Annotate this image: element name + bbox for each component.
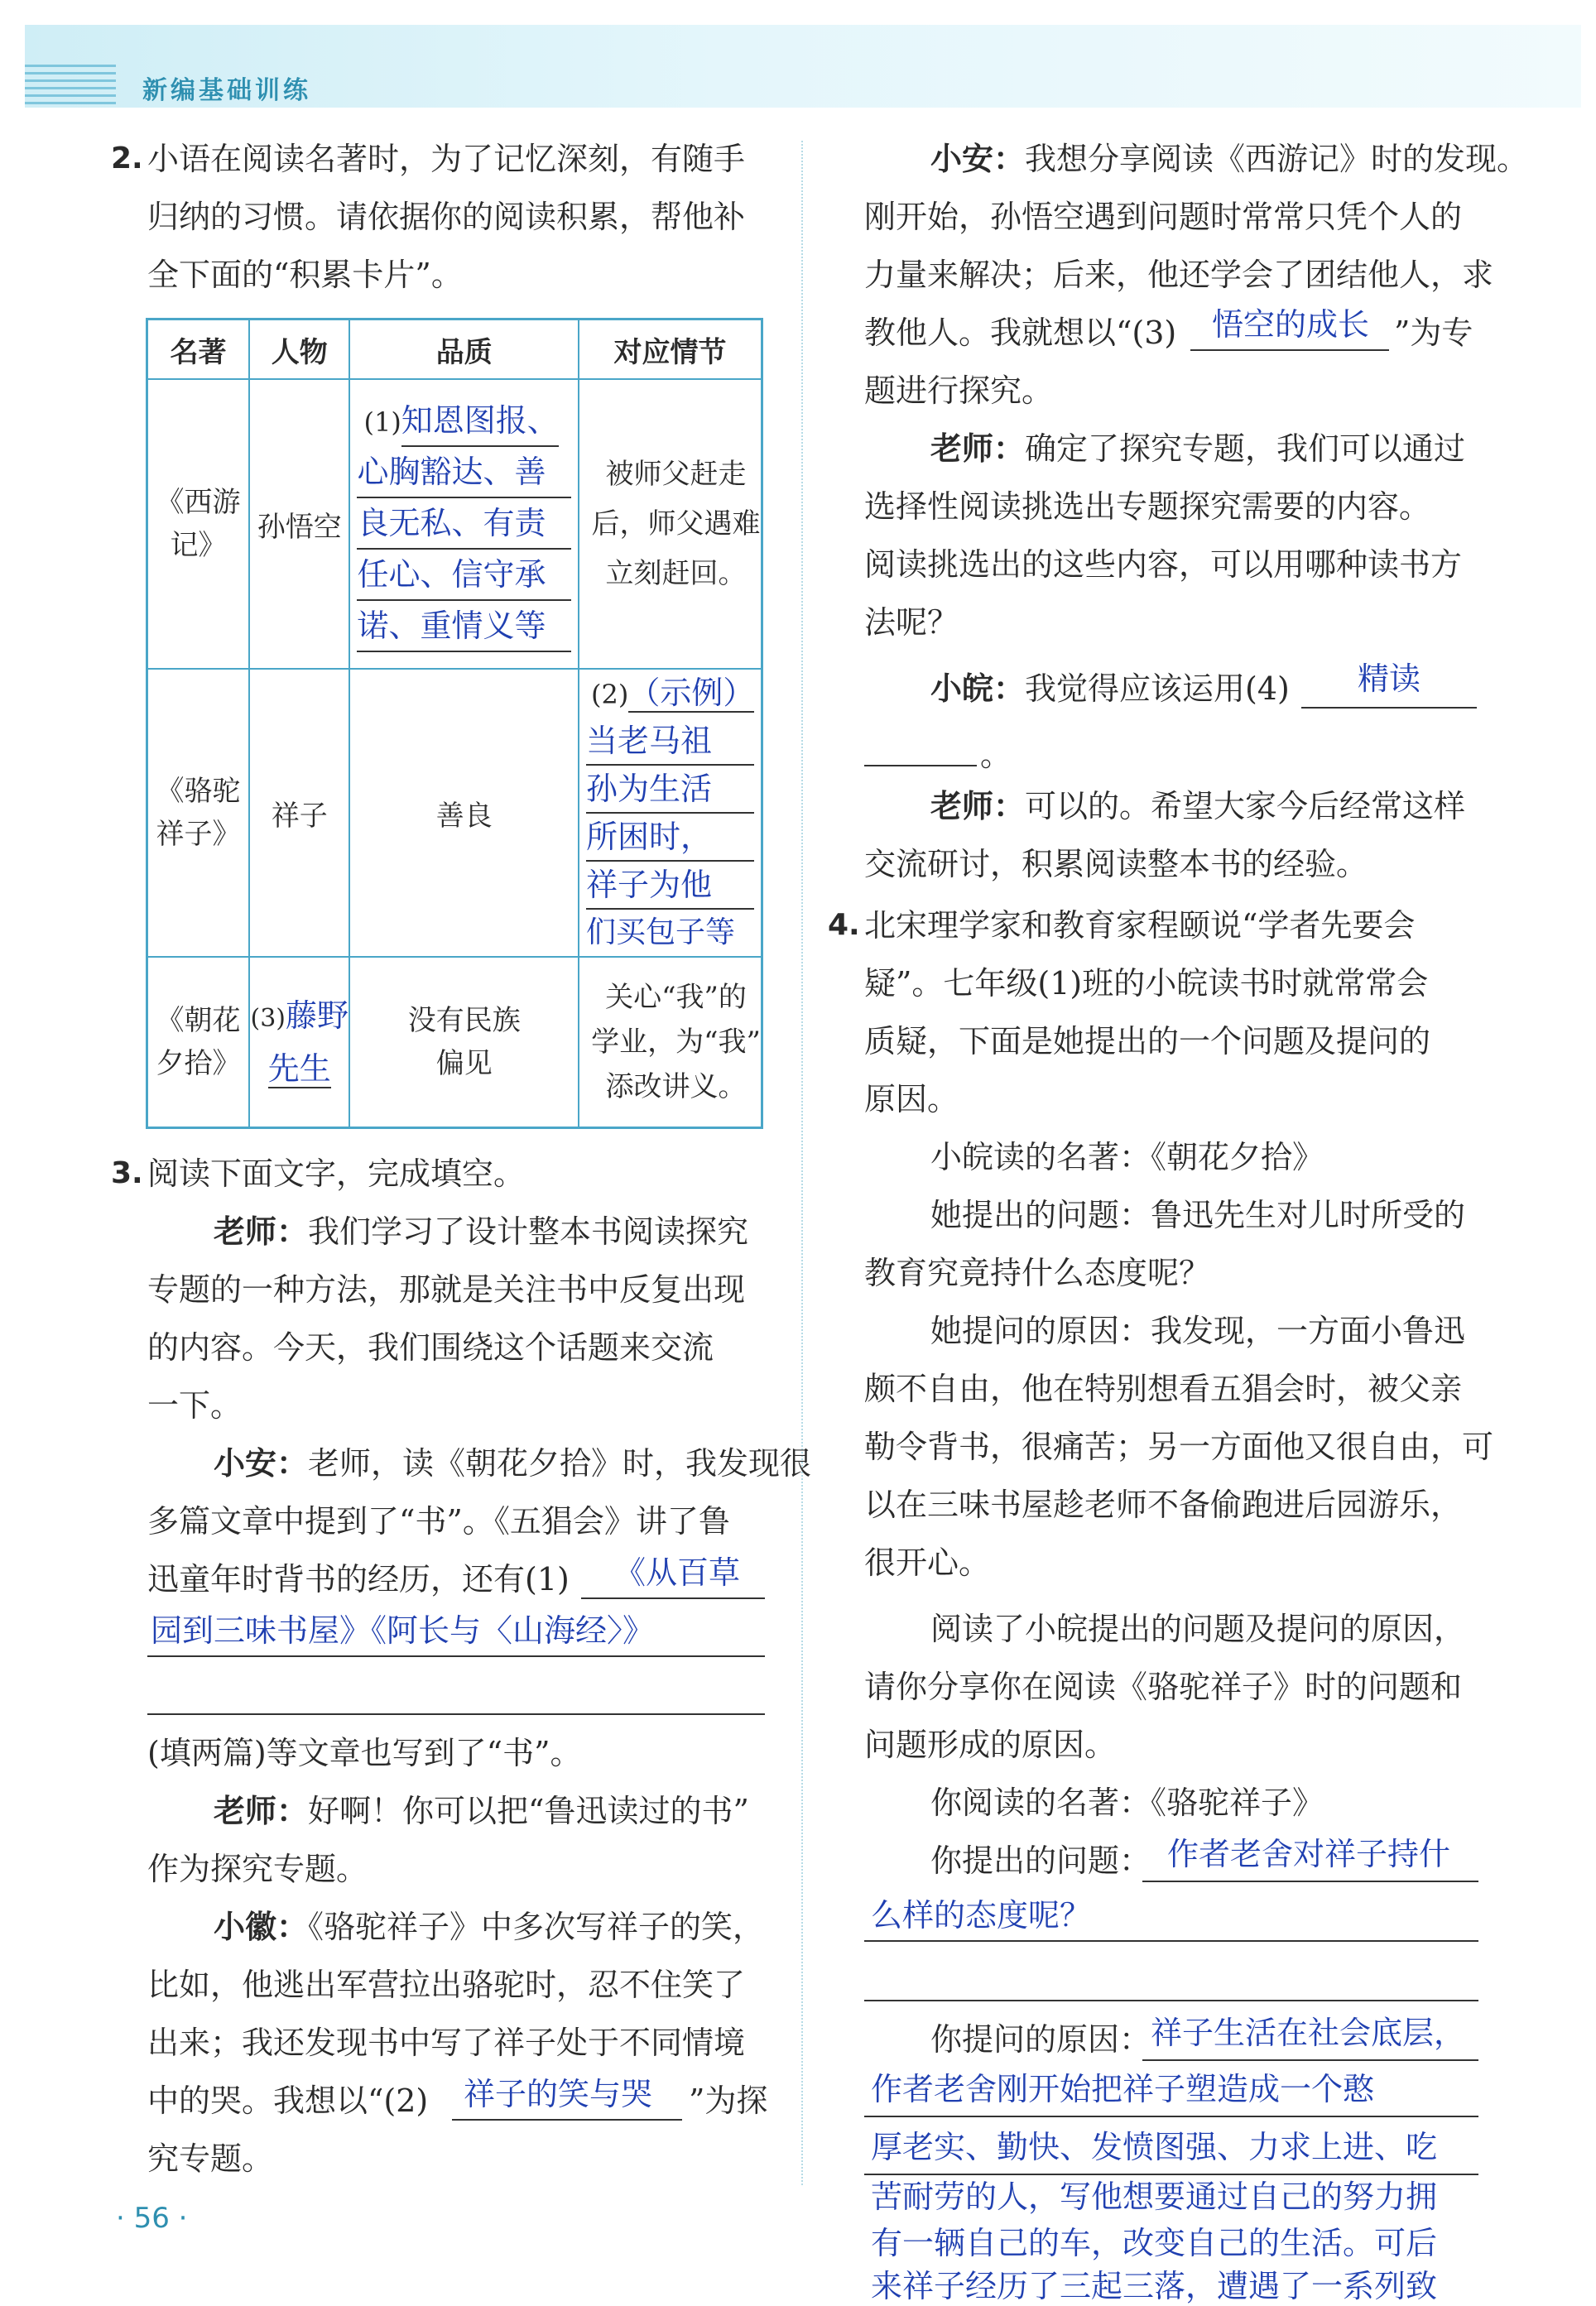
q4-task-line: 阅读了小皖提出的问题及提问的原因， <box>930 1611 1466 1647</box>
answer-1-underline <box>147 1655 765 1657</box>
your-question-answer-line1: 作者老舍对祥子持什 <box>1167 1836 1451 1872</box>
q3-r3-end: 。 <box>980 737 1012 773</box>
q3-r2-line: 老师：确定了探究专题，我们可以通过 <box>930 430 1466 467</box>
q3-r1-line: 小安：我想分享阅读《西游记》时的发现。 <box>930 140 1529 177</box>
person-cell: 孙悟空 <box>249 379 349 669</box>
q3-r2-line: 法呢？ <box>864 604 959 641</box>
q3-r1-line: 力量来解决；后来，他还学会了团结他人，求 <box>864 257 1494 293</box>
q3-p1-line: 一下。 <box>147 1387 243 1424</box>
q4-reason-line: 她提问的原因：我发现，一方面小鲁迅 <box>930 1313 1466 1349</box>
your-reason-answer-line: 祥子生活在社会底层， <box>1151 2015 1466 2051</box>
q4-book-line: 小皖读的名著：《朝花夕拾》 <box>930 1139 1324 1175</box>
your-reason-underline <box>864 2174 1478 2175</box>
q4-task-line: 问题形成的原因。 <box>864 1727 1117 1763</box>
accumulation-card-table <box>146 318 763 1129</box>
q3-r2-line: 选择性阅读挑选出专题探究需要的内容。 <box>864 488 1431 525</box>
plot-answer-cell: (2)（示例） 当老马祖 孙为生活 所困时， 祥子为他 们买包子等 <box>579 669 762 957</box>
your-reason-underline <box>864 2116 1478 2117</box>
q3-p2-line: 迅童年时背书的经历，还有(1) <box>147 1561 570 1597</box>
answer-1-line1: 《从百草 <box>614 1554 741 1591</box>
q3-r2-line: 阅读挑选出的这些内容，可以用哪种读书方 <box>864 546 1463 583</box>
your-reason-answer-line: 苦耐劳的人，写他想要通过自己的努力拥 <box>871 2179 1438 2215</box>
q3-p4-last: 究专题。 <box>147 2140 274 2177</box>
q2-text-line: 全下面的“积累卡片”。 <box>147 257 463 293</box>
plot-cell: 关心“我”的 学业，为“我” 添改讲义。 <box>579 957 762 1128</box>
your-reason-answer-line: 作者老舍刚开始把祥子塑造成一个憨 <box>871 2071 1375 2107</box>
q3-p4-line: 中的哭。我想以“(2) <box>147 2083 429 2119</box>
q3-p4-line: 比如，他逃出军营拉出骆驼时，忍不住笑了 <box>147 1967 746 2003</box>
col-header-person: 人物 <box>249 319 349 380</box>
answer-2-underline <box>452 2119 682 2121</box>
table-row <box>147 669 762 957</box>
q3-p4-line: 出来；我还发现书中写了祥子处于不同情境 <box>147 2025 746 2061</box>
q4-question-line: 教育究竟持什么态度呢？ <box>864 1255 1211 1291</box>
q4-your-reason-label: 你提问的原因： <box>930 2021 1151 2058</box>
your-question-answer-line2: 么样的态度呢？ <box>871 1897 1092 1934</box>
answer-4: 精读 <box>1358 661 1421 697</box>
answer-4-underline <box>1301 707 1477 709</box>
q4-text-line: 北宋理学家和教育家程颐说“学者先要会 <box>864 907 1416 944</box>
person-answer-cell: (3)藤野 先生 <box>249 957 349 1128</box>
book-cell: 《西游 记》 <box>147 379 250 669</box>
your-reason-answer-line: 有一辆自己的车，改变自己的生活。可后 <box>871 2225 1438 2261</box>
quality-cell: 没有民族 偏见 <box>349 957 579 1128</box>
q3-p4-end: ”为探 <box>689 2083 768 2119</box>
q4-your-question-label: 你提出的问题： <box>930 1842 1151 1879</box>
col-header-plot: 对应情节 <box>579 319 762 380</box>
quality-cell: 善良 <box>349 669 579 957</box>
q2-number: 2. <box>111 142 143 175</box>
your-question-underline <box>864 1940 1478 1942</box>
q3-r4-line: 交流研讨，积累阅读整本书的经验。 <box>864 846 1368 882</box>
person-cell: 祥子 <box>249 669 349 957</box>
q3-r1-line: 刚开始，孙悟空遇到问题时常常只凭个人的 <box>864 199 1463 235</box>
q3-p2-line: 多篇文章中提到了“书”。《五猖会》讲了鲁 <box>147 1503 730 1540</box>
q3-p2-line: 小安：老师，读《朝花夕拾》时，我发现很 <box>214 1444 812 1482</box>
your-reason-answer-line: 来祥子经历了三起三落，遭遇了一系列致 <box>871 2268 1438 2304</box>
q3-p1-line: 的内容。今天，我们围绕这个话题来交流 <box>147 1329 714 1366</box>
q4-reason-line: 颇不自由，他在特别想看五猖会时，被父亲 <box>864 1371 1463 1407</box>
q4-number: 4. <box>828 908 860 942</box>
answer-1-line2: 园到三味书屋》《阿长与〈山海经〉》 <box>151 1612 655 1649</box>
page-number: · 56 · <box>116 2202 188 2235</box>
q2-text-line: 归纳的习惯。请依据你的阅读积累，帮他补 <box>147 199 746 235</box>
your-reason-underline <box>1142 2059 1478 2061</box>
table-header-row <box>147 319 762 380</box>
q3-p1-line: 专题的一种方法，那就是关注书中反复出现 <box>147 1271 746 1308</box>
q2-text-line: 小语在阅读名著时，为了记忆深刻，有随手 <box>147 141 746 177</box>
col-header-book: 名著 <box>147 319 250 380</box>
your-question-underline <box>1142 1881 1478 1882</box>
table-row <box>147 957 762 1128</box>
answer-2: 祥子的笑与哭 <box>464 2076 653 2112</box>
q3-r1-end: ”为专 <box>1394 315 1473 351</box>
answer-3: 悟空的成长 <box>1212 306 1370 343</box>
q3-p4-line: 小徽：《骆驼祥子》中多次写祥子的笑， <box>214 1908 765 1945</box>
book-cell: 《骆驼 祥子》 <box>147 669 250 957</box>
header-title: 新编基础训练 <box>142 76 311 105</box>
q4-reason-line: 以在三味书屋趁老师不备偷跑进后园游乐， <box>864 1487 1463 1523</box>
column-divider <box>801 141 803 2185</box>
col-header-quality: 品质 <box>349 319 579 380</box>
q3-number: 3. <box>111 1156 143 1190</box>
your-reason-answer-line: 厚老实、勤快、发愤图强、力求上进、吃 <box>871 2129 1438 2165</box>
q4-question-line: 她提出的问题：鲁迅先生对儿时所受的 <box>930 1197 1466 1233</box>
q3-r1-line: 教他人。我就想以“(3) <box>864 315 1177 351</box>
q3-intro: 阅读下面文字，完成填空。 <box>147 1155 526 1192</box>
q3-p3-line: 作为探究专题。 <box>147 1851 368 1887</box>
plot-cell: 被师父赶走 后，师父遇难 立刻赶回。 <box>579 379 762 669</box>
answer-1-underline <box>147 1713 765 1715</box>
q4-text-line: 原因。 <box>864 1081 959 1117</box>
q3-p3-line: 老师：好啊！你可以把“鲁迅读过的书” <box>214 1792 749 1829</box>
q3-p1-line: 老师：我们学习了设计整本书阅读探究 <box>214 1213 749 1250</box>
answer-1-underline <box>581 1597 765 1599</box>
q4-task-line: 请你分享你在阅读《骆驼祥子》时的问题和 <box>864 1669 1463 1705</box>
q3-r1-last: 题进行探究。 <box>864 372 1054 409</box>
q3-r3-line: 小皖：我觉得应该运用(4) <box>930 670 1290 707</box>
q4-your-book: 你阅读的名著：《骆驼祥子》 <box>930 1785 1324 1821</box>
quality-answer-cell: (1)知恩图报、 心胸豁达、善 良无私、有责 任心、信守承 诺、重情义等 <box>349 379 579 669</box>
answer-4-underline <box>864 765 977 766</box>
your-question-underline <box>864 2000 1478 2001</box>
table-row <box>147 379 762 669</box>
q3-r4-line: 老师：可以的。希望大家今后经常这样 <box>930 787 1466 824</box>
q3-p2-end: (填两篇)等文章也写到了“书”。 <box>147 1735 582 1771</box>
q4-reason-line: 很开心。 <box>864 1545 991 1581</box>
header-decoration <box>25 65 116 104</box>
book-cell: 《朝花 夕拾》 <box>147 957 250 1128</box>
q4-reason-line: 勒令背书，很痛苦；另一方面他又很自由，可 <box>864 1429 1494 1465</box>
q4-text-line: 质疑，下面是她提出的一个问题及提问的 <box>864 1023 1431 1059</box>
q4-text-line: 疑”。七年级(1)班的小皖读书时就常常会 <box>864 965 1429 1002</box>
answer-3-underline <box>1190 349 1389 351</box>
